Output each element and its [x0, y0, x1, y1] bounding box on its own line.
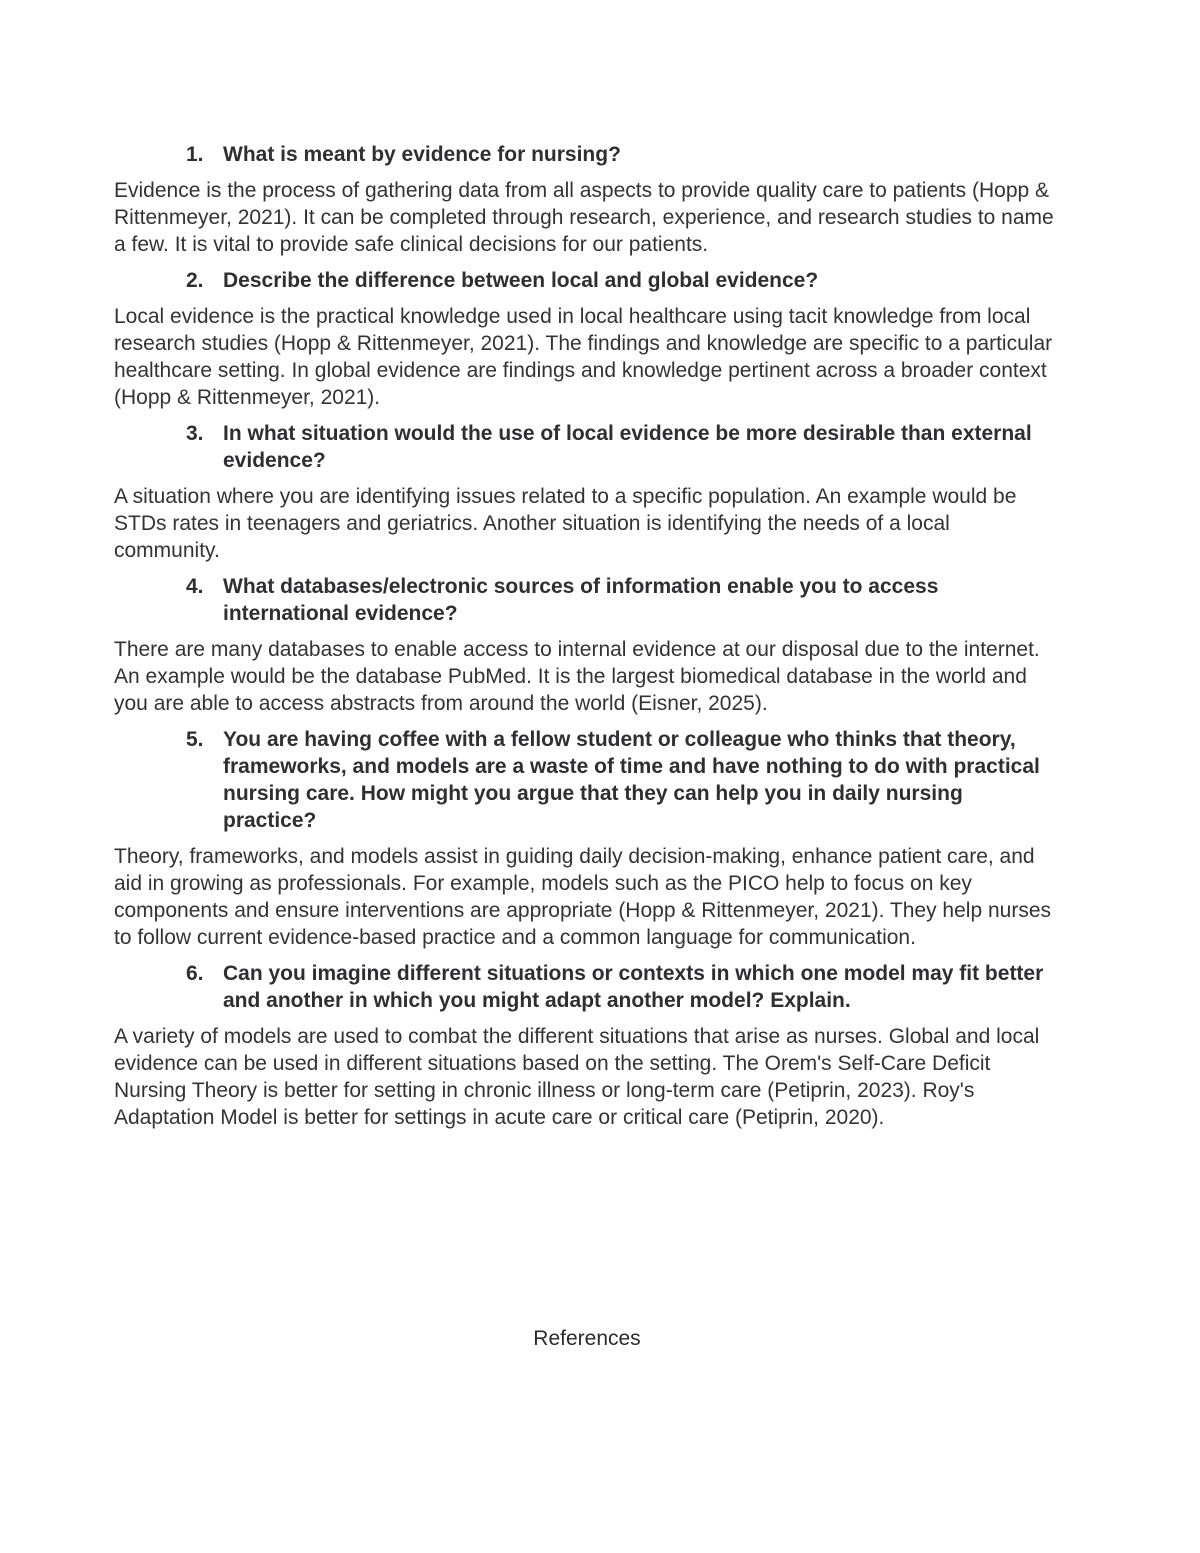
question-number: 2.	[186, 269, 204, 292]
question-text: You are having coffee with a fellow student or colleague who thinks that theory, frameworks, and models are a waste of time and have nothing to do with practical nursing care. How might you argue that they can help you in daily nursing practice?	[223, 728, 1040, 832]
qa-item-5	[114, 726, 1059, 951]
qa-item-3	[114, 420, 1059, 564]
question-number: 5.	[186, 728, 204, 751]
question-number: 4.	[186, 575, 204, 598]
question-heading	[114, 420, 1059, 474]
answer-paragraph: A variety of models are used to combat the different situations that arise as nurses. Global and local evidence can be used in different situations based on the setting. The Orem's Self-Care Deficit Nursing Theory is better for setting in chronic illness or long-term care (Petiprin, 2023). Roy's Adaptation Model is better for settings in acute care or critical care (Petiprin, 2020).	[114, 1025, 1040, 1129]
question-heading	[114, 960, 1059, 1014]
qa-content	[114, 141, 1059, 1140]
question-heading	[114, 141, 1059, 168]
answer-paragraph: Theory, frameworks, and models assist in guiding daily decision-making, enhance patient care, and aid in growing as professionals. For example, models such as the PICO help to focus on key components and ensure interventions are appropriate (Hopp & Rittenmeyer, 2021). They help nurses to follow current evidence-based practice and a common language for communication.	[114, 845, 1051, 949]
answer-paragraph: Evidence is the process of gathering data from all aspects to provide quality care to patients (Hopp & Rittenmeyer, 2021). It can be completed through research, experience, and research studies to name a few. It is vital to provide safe clinical decisions for our patients.	[114, 179, 1054, 256]
references-heading: References	[533, 1327, 641, 1350]
question-number: 3.	[186, 422, 204, 445]
question-heading	[114, 726, 1059, 834]
answer-paragraph: A situation where you are identifying issues related to a specific population. An example would be STDs rates in teenagers and geriatrics. Another situation is identifying the needs of a local community.	[114, 485, 1017, 562]
answer-paragraph: There are many databases to enable access to internal evidence at our disposal due to the internet. An example would be the database PubMed. It is the largest biomedical database in the world and you are able to access abstracts from around the world (Eisner, 2025).	[114, 638, 1040, 715]
question-heading	[114, 573, 1059, 627]
question-text: What databases/electronic sources of information enable you to access international evidence?	[223, 575, 939, 625]
qa-item-6	[114, 960, 1059, 1131]
question-text: In what situation would the use of local evidence be more desirable than external evidence?	[223, 422, 1032, 472]
qa-item-2	[114, 267, 1059, 411]
question-number: 6.	[186, 962, 204, 985]
answer-paragraph: Local evidence is the practical knowledge used in local healthcare using tacit knowledge from local research studies (Hopp & Rittenmeyer, 2021). The findings and knowledge are specific to a particular healthcare setting. In global evidence are findings and knowledge pertinent across a broader context (Hopp & Rittenmeyer, 2021).	[114, 305, 1053, 409]
qa-item-4	[114, 573, 1059, 717]
question-text: What is meant by evidence for nursing?	[223, 143, 621, 166]
question-text: Describe the difference between local and global evidence?	[223, 269, 819, 292]
qa-item-1	[114, 141, 1059, 258]
question-heading	[114, 267, 1059, 294]
question-text: Can you imagine different situations or contexts in which one model may fit better and another in which you might adapt another model? Explain.	[223, 962, 1044, 1012]
question-number: 1.	[186, 143, 204, 166]
